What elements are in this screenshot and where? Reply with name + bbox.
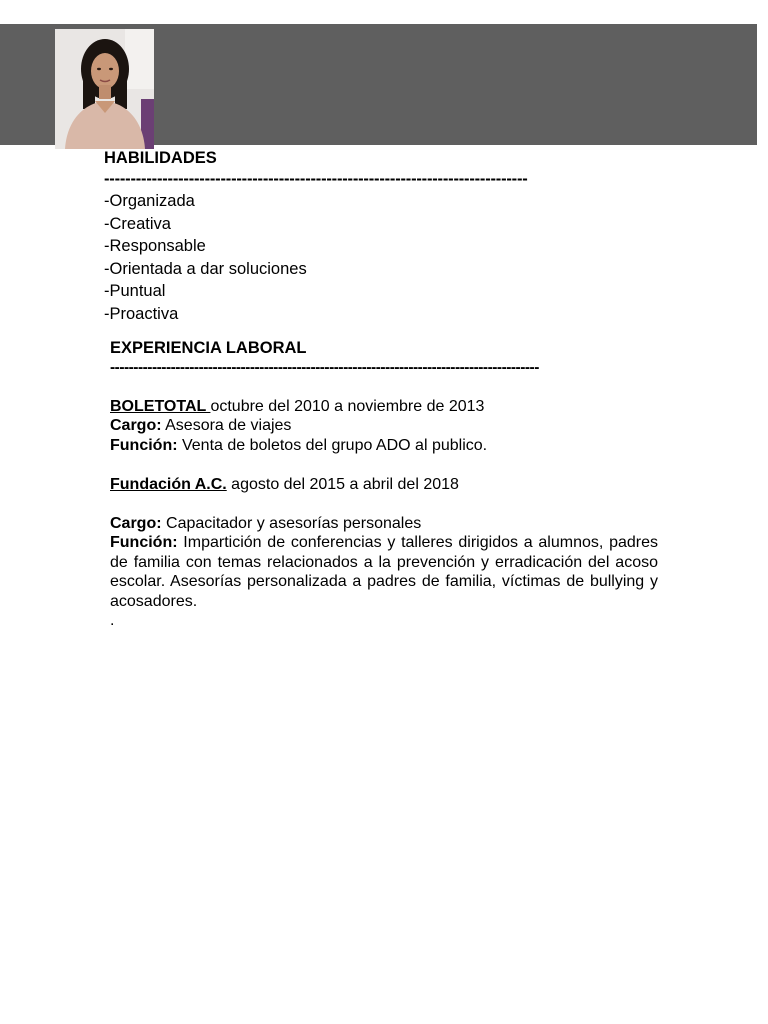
cargo-label: Cargo:: [110, 417, 162, 434]
skills-title: HABILIDADES: [104, 149, 217, 167]
experience-section: [110, 338, 658, 631]
job-period: agosto del 2015 a abril del 2018: [226, 475, 459, 493]
skill-item: -Proactiva: [104, 304, 179, 323]
profile-photo: [55, 29, 154, 149]
job-funcion: [110, 436, 658, 456]
job-cargo: [110, 514, 658, 534]
experience-title: EXPERIENCIA LABORAL: [110, 339, 307, 357]
job-heading: [110, 475, 658, 495]
skill-item: -Responsable: [104, 237, 206, 255]
funcion-label: Función:: [110, 436, 178, 454]
funcion-value: Venta de boletos del grupo ADO al publico.: [177, 436, 488, 454]
funcion-value: Impartición de conferencias y talleres dirigidos a alumnos, padres de familia con temas relacionados a la prevención y erradicación del acoso escolar. Asesorías personalizada a padres de familia, víctimas de bullying y acosadores.: [110, 534, 658, 610]
company-name: BOLETOTAL: [110, 397, 211, 415]
trailing-dot: .: [110, 612, 115, 629]
skills-separator: --------------------------------------------------------------------------------: [104, 170, 528, 188]
skill-item: -Puntual: [104, 282, 166, 300]
skill-item: -Organizada: [104, 192, 195, 210]
job-period: octubre del 2010 a noviembre de 2013: [210, 397, 485, 415]
cargo-value: Capacitador y asesorías personales: [161, 514, 422, 532]
job-cargo: [110, 416, 658, 436]
company-name: Fundación A.C.: [110, 475, 227, 493]
skills-section: [104, 148, 664, 325]
cargo-value: Asesora de viajes: [161, 417, 292, 434]
job-heading: [110, 397, 658, 417]
skill-item: -Creativa: [104, 214, 171, 233]
job-funcion: [110, 533, 658, 611]
funcion-label: Función:: [110, 534, 178, 551]
cargo-label: Cargo:: [110, 514, 162, 532]
skill-item: -Orientada a dar soluciones: [104, 259, 307, 278]
experience-separator: --------------------------------------------------------------------------------------------: [110, 359, 539, 376]
